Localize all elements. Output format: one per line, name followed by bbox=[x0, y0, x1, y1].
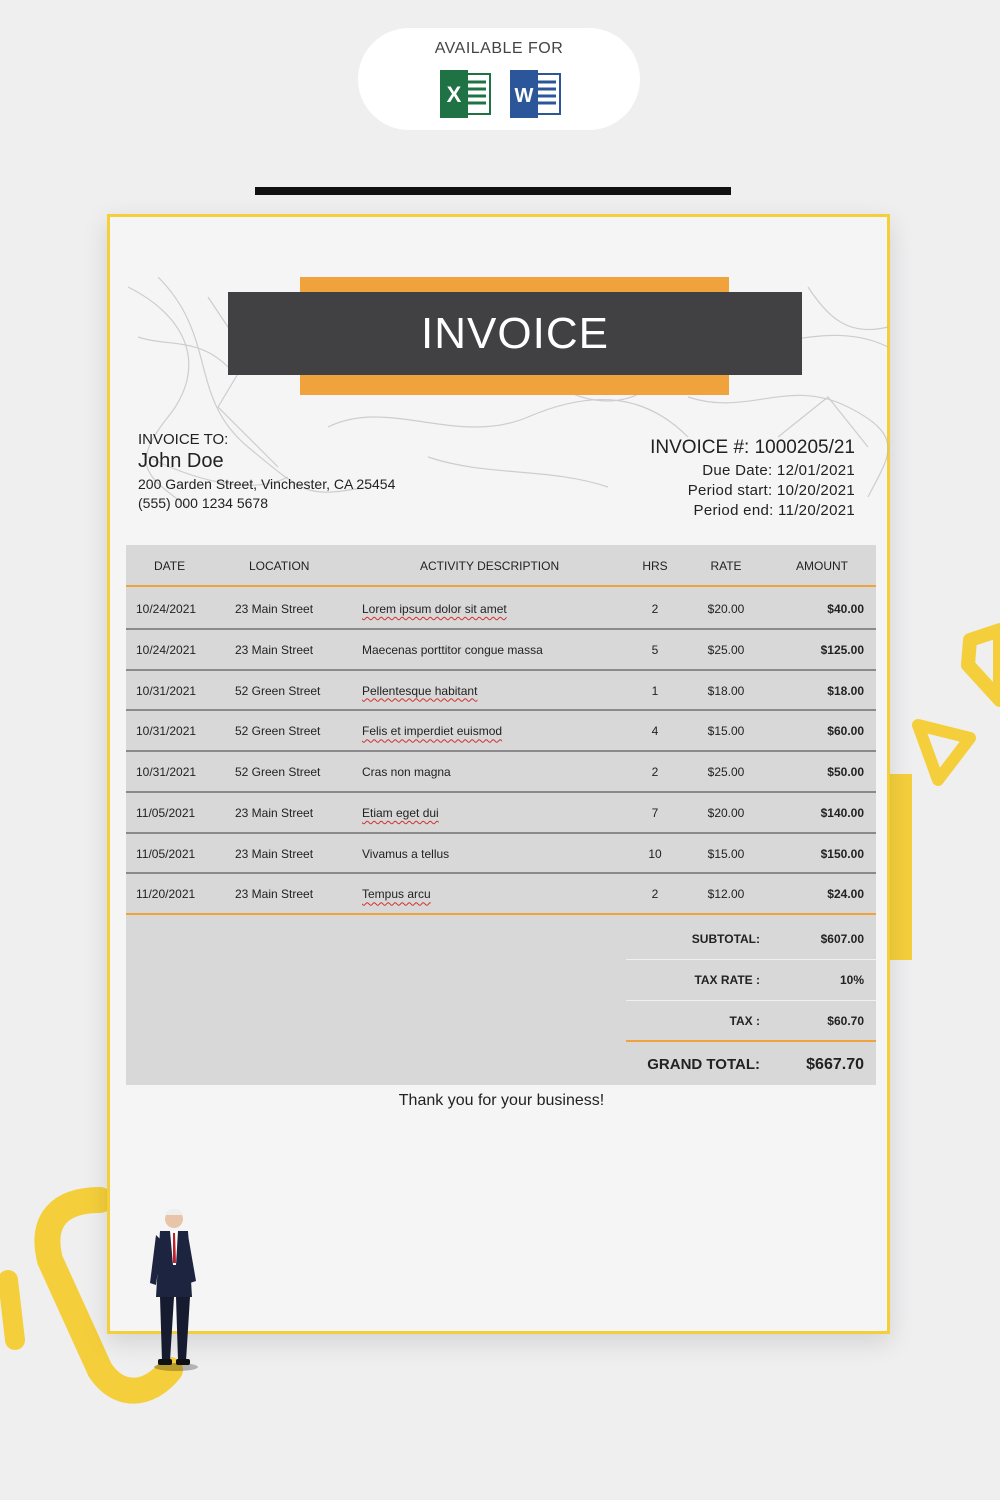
cell-date: 10/31/2021 bbox=[136, 724, 197, 739]
table-row bbox=[126, 630, 876, 671]
availability-badge bbox=[358, 28, 640, 130]
invoice-sheet bbox=[107, 214, 890, 1334]
cell-rate: $25.00 bbox=[707, 642, 745, 657]
invoice-title: INVOICE bbox=[228, 292, 802, 375]
cell-activity: Cras non magna bbox=[362, 765, 451, 779]
cell-amount: $50.00 bbox=[827, 765, 864, 779]
cell-activity: Vivamus a tellus bbox=[362, 846, 450, 861]
totals-block bbox=[626, 919, 876, 1088]
table-row bbox=[126, 834, 876, 875]
word-icon bbox=[508, 68, 562, 120]
bill-to-block bbox=[138, 431, 395, 511]
cell-location: 52 Green Street bbox=[235, 724, 321, 739]
period-end: Period end: 11/20/2021 bbox=[693, 502, 855, 519]
cell-rate: $20.00 bbox=[707, 805, 745, 820]
cell-location: 52 Green Street bbox=[235, 765, 321, 779]
word-letter: W bbox=[514, 85, 534, 107]
cell-hrs: 10 bbox=[648, 846, 662, 861]
invoice-number: INVOICE #: 1000205/21 bbox=[650, 437, 855, 458]
excel-icon bbox=[438, 68, 492, 120]
subtotal-value: $607.00 bbox=[820, 932, 864, 946]
cell-amount: $40.00 bbox=[827, 602, 864, 616]
businessman-figure bbox=[140, 1205, 210, 1373]
cell-rate: $15.00 bbox=[707, 724, 745, 739]
cell-location: 23 Main Street bbox=[235, 642, 314, 657]
header-location: LOCATION bbox=[249, 559, 310, 573]
cell-activity: Maecenas porttitor congue massa bbox=[362, 642, 543, 657]
tax-rate-row bbox=[626, 960, 876, 1001]
cell-activity: Tempus arcu bbox=[362, 887, 431, 902]
header-date: DATE bbox=[154, 559, 186, 573]
cell-date: 10/24/2021 bbox=[136, 602, 197, 616]
yellow-bar-decoration bbox=[890, 774, 912, 960]
cell-hrs: 2 bbox=[651, 887, 659, 902]
cell-activity: Etiam eget dui bbox=[362, 805, 439, 820]
subtotal-row bbox=[626, 919, 876, 960]
cell-activity: Pellentesque habitant bbox=[362, 683, 478, 698]
cell-amount: $60.00 bbox=[827, 724, 864, 739]
cell-hrs: 5 bbox=[651, 642, 659, 657]
client-phone: (555) 000 1234 5678 bbox=[138, 495, 268, 511]
availability-label: AVAILABLE FOR bbox=[434, 40, 564, 57]
due-date: Due Date: 12/01/2021 bbox=[702, 462, 855, 479]
table-body bbox=[126, 589, 876, 915]
cell-amount: $140.00 bbox=[820, 805, 864, 820]
cell-location: 23 Main Street bbox=[235, 846, 314, 861]
divider bbox=[255, 187, 731, 195]
cell-date: 11/20/2021 bbox=[136, 887, 196, 902]
period-start: Period start: 10/20/2021 bbox=[687, 482, 855, 499]
table-row bbox=[126, 752, 876, 793]
yellow-triangle-decoration bbox=[900, 620, 1000, 800]
table-row bbox=[126, 874, 876, 915]
subtotal-label: SUBTOTAL: bbox=[691, 932, 760, 946]
cell-amount: $150.00 bbox=[820, 846, 864, 861]
excel-letter: X bbox=[446, 82, 462, 107]
invoice-meta bbox=[650, 437, 855, 519]
tax-rate-label: TAX RATE : bbox=[694, 973, 760, 987]
cell-rate: $25.00 bbox=[707, 765, 745, 779]
table-row bbox=[126, 793, 876, 834]
client-address: 200 Garden Street, Vinchester, CA 25454 bbox=[138, 476, 396, 492]
cell-hrs: 4 bbox=[651, 724, 659, 739]
tax-rate-value: 10% bbox=[839, 973, 864, 987]
cell-location: 23 Main Street bbox=[235, 805, 314, 820]
cell-hrs: 2 bbox=[651, 765, 659, 779]
cell-rate: $20.00 bbox=[707, 602, 745, 616]
table-row bbox=[126, 711, 876, 752]
cell-location: 23 Main Street bbox=[235, 887, 314, 902]
header-rate: RATE bbox=[710, 559, 742, 573]
cell-date: 10/24/2021 bbox=[136, 642, 197, 657]
cell-location: 23 Main Street bbox=[235, 602, 314, 616]
header-amount: AMOUNT bbox=[796, 559, 848, 573]
cell-hrs: 2 bbox=[651, 602, 659, 616]
table-row bbox=[126, 671, 876, 712]
cell-rate: $12.00 bbox=[707, 887, 745, 902]
cell-amount: $24.00 bbox=[827, 887, 864, 902]
header-hrs: HRS bbox=[642, 559, 668, 573]
header-activity: ACTIVITY DESCRIPTION bbox=[420, 559, 560, 573]
tax-value: $60.70 bbox=[827, 1014, 864, 1028]
cell-date: 10/31/2021 bbox=[136, 683, 197, 698]
grand-total-label: GRAND TOTAL: bbox=[647, 1056, 760, 1073]
cell-date: 11/05/2021 bbox=[136, 805, 196, 820]
cell-location: 52 Green Street bbox=[235, 683, 321, 698]
client-name: John Doe bbox=[138, 450, 224, 472]
bill-to-label: INVOICE TO: bbox=[138, 431, 229, 448]
thank-you-note: Thank you for your business! bbox=[398, 1092, 605, 1109]
cell-activity: Lorem ipsum dolor sit amet bbox=[362, 602, 507, 616]
cell-hrs: 7 bbox=[651, 805, 659, 820]
grand-total-row bbox=[626, 1042, 876, 1088]
cell-rate: $15.00 bbox=[707, 846, 745, 861]
tax-row bbox=[626, 1001, 876, 1042]
table-header bbox=[126, 545, 876, 587]
cell-date: 10/31/2021 bbox=[136, 765, 197, 779]
cell-hrs: 1 bbox=[651, 683, 659, 698]
grand-total-value: $667.70 bbox=[806, 1056, 864, 1073]
cell-activity: Felis et imperdiet euismod bbox=[362, 724, 503, 739]
cell-date: 11/05/2021 bbox=[136, 846, 196, 861]
cell-amount: $18.00 bbox=[827, 683, 864, 698]
invoice-table bbox=[126, 545, 876, 1085]
tax-label: TAX : bbox=[729, 1014, 760, 1028]
table-row bbox=[126, 589, 876, 630]
cell-rate: $18.00 bbox=[707, 683, 745, 698]
cell-amount: $125.00 bbox=[820, 642, 864, 657]
